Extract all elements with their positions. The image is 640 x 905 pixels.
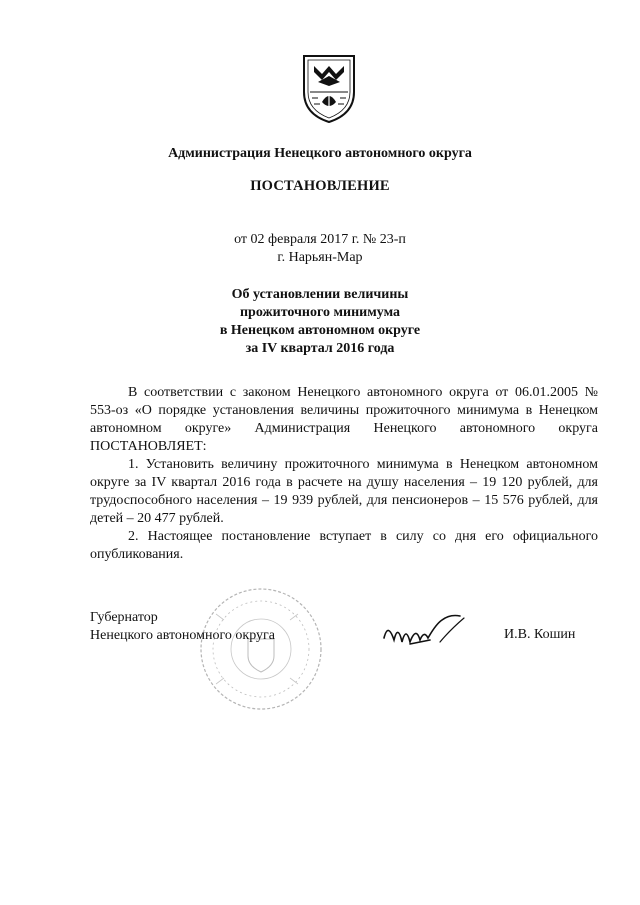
position-line-1: Губернатор: [90, 610, 158, 625]
paragraph-preamble: В соответствии с законом Ненецкого автономного округа от 06.01.2005 № 553-оз «О порядке установления величины прожиточного минимума в Ненецком автономном округе» Администрация Ненецкого автономного округа ПОСТАНОВЛЯЕТ:: [90, 385, 598, 454]
handwritten-signature: [380, 612, 470, 652]
coat-of-arms-icon: [300, 52, 358, 124]
official-seal-icon: [196, 584, 326, 714]
signatory-name: И.В. Кошин: [504, 627, 576, 642]
title-line: в Ненецком автономном округе: [219, 323, 421, 338]
position-line-2: Ненецкого автономного округа: [90, 628, 275, 643]
paragraph-item-2: 2. Настоящее постановление вступает в силу со дня его официального опубликования.: [90, 529, 598, 562]
date-number: от 02 февраля 2017 г. № 23-п: [234, 232, 406, 247]
signatory-position: [90, 609, 275, 645]
document-title: [0, 286, 640, 358]
document-type: ПОСТАНОВЛЕНИЕ: [250, 178, 390, 194]
title-line: Об установлении величины: [231, 287, 409, 302]
organization-heading: Администрация Ненецкого автономного округа: [168, 146, 472, 161]
title-line: прожиточного минимума: [239, 305, 401, 320]
title-line: за IV квартал 2016 года: [245, 341, 395, 356]
document-body: [90, 384, 598, 564]
paragraph-item-1: 1. Установить величину прожиточного минимума в Ненецком автономном округе за IV квартал 2016 года в расчете на душу населения – 19 120 рублей, для трудоспособного населения – 19 939 рублей, для пенсионеров – 15 576 рублей, для детей – 20 477 рублей.: [90, 457, 598, 526]
place: г. Нарьян-Мар: [277, 250, 363, 265]
